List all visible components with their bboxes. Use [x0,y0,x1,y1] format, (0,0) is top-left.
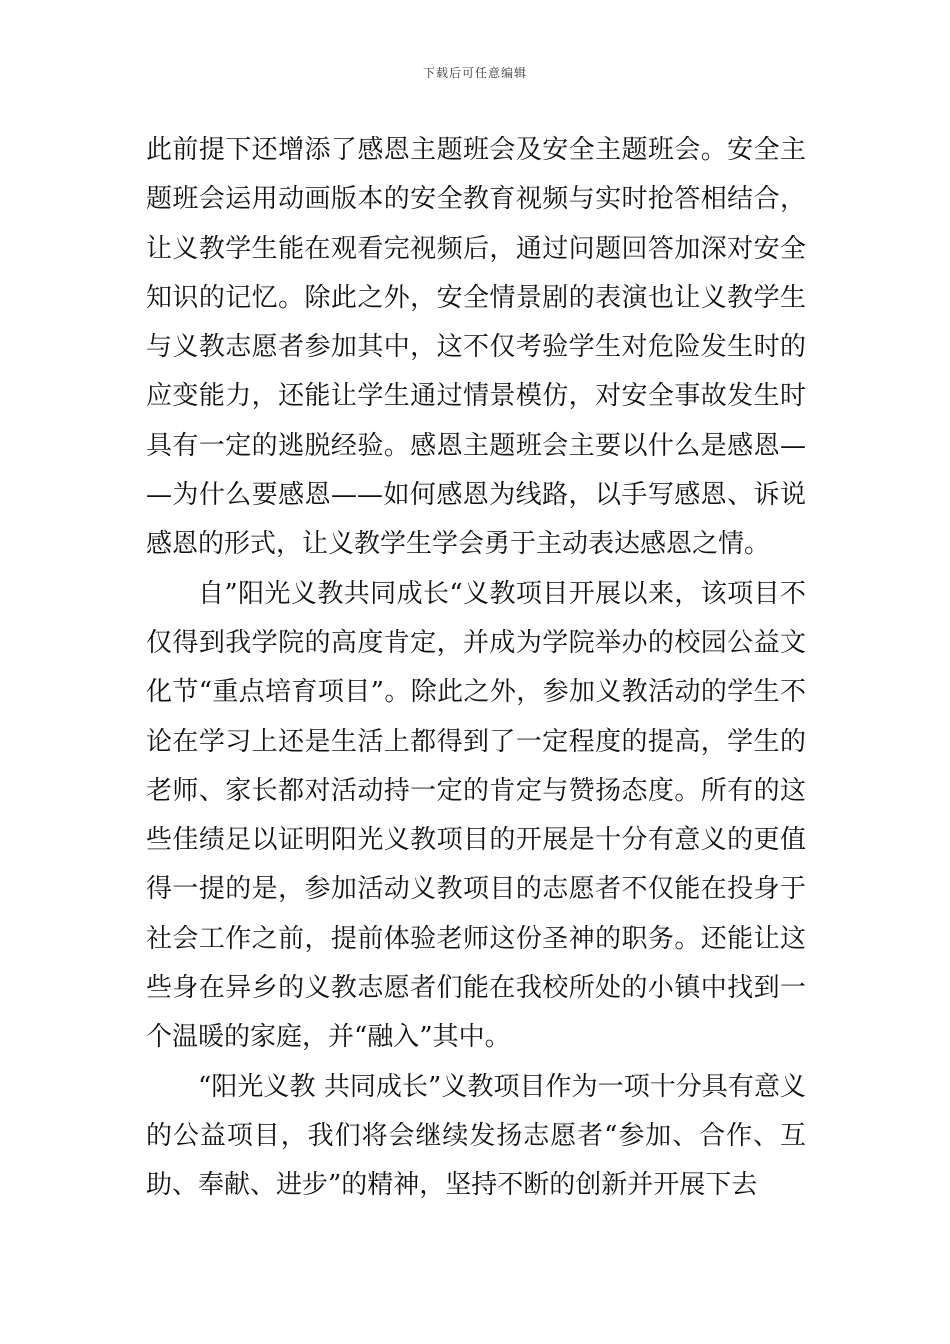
document-body [146,126,806,1211]
paragraph-2: 自”阳光义教共同成长“义教项目开展以来，该项目不仅得到我学院的高度肯定，并成为学院举办的校园公益文化节“重点培育项目”。除此之外，参加义教活动的学生不论在学习上还是生活上都得到了一定程度的提高，学生的老师、家长都对活动持一定的肯定与赞扬态度。所有的这些佳绩足以证明阳光义教项目的开展是十分有意义的更值得一提的是，参加活动义教项目的志愿者不仅能在投身于社会工作之前，提前体验老师这份圣神的职务。还能让这些身在异乡的义教志愿者们能在我校所处的小镇中找到一个温暖的家庭，并“融入”其中。 [146,578,806,1053]
page-header: 下载后可任意编辑 [422,66,527,80]
paragraph-1: 此前提下还增添了感恩主题班会及安全主题班会。安全主题班会运用动画版本的安全教育视频与实时抢答相结合，让义教学生能在观看完视频后，通过问题回答加深对安全知识的记忆。除此之外，安全情景剧的表演也让义教学生与义教志愿者参加其中，这不仅考验学生对危险发生时的应变能力，还能让学生通过情景模仿，对安全事故发生时具有一定的逃脱经验。感恩主题班会主要以什么是感恩——为什么要感恩——如何感恩为线路，以手写感恩、诉说感恩的形式，让义教学生学会勇于主动表达感恩之情。 [146,135,806,560]
paragraph-3: “阳光义教 共同成长”义教项目作为一项十分具有意义的公益项目，我们将会继续发扬志愿者“参加、合作、互助、奉献、进步”的精神，坚持不断的创新并开展下去 [146,1071,806,1201]
